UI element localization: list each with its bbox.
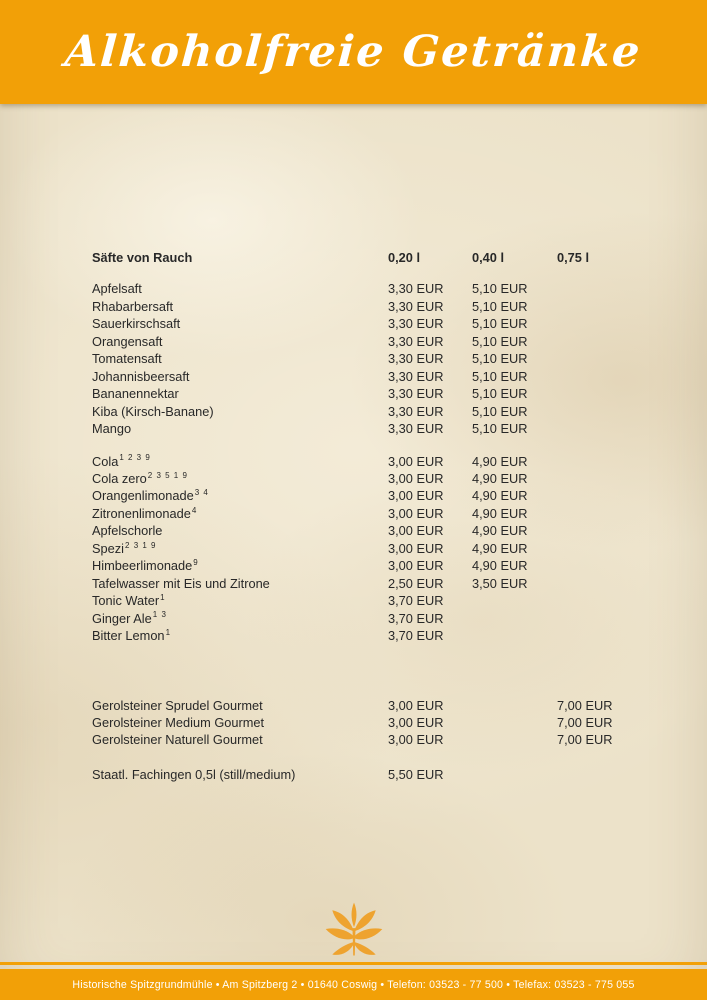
item-price-075 [557, 592, 670, 609]
item-price-075 [557, 368, 670, 385]
item-name: Tafelwasser mit Eis und Zitrone [92, 575, 270, 591]
item-name-cell [92, 557, 388, 574]
header-banner [0, 0, 707, 104]
column-header-category: Säfte von Rauch [92, 250, 193, 265]
menu-item-row [92, 540, 670, 557]
item-name: Apfelschorle [92, 523, 163, 539]
item-price-075 [557, 333, 670, 350]
item-name: Cola [92, 453, 119, 469]
menu-item-row [92, 627, 670, 644]
menu-item-row [92, 766, 670, 783]
item-price-020: 3,00 EUR [388, 558, 444, 574]
item-price-075 [557, 505, 670, 522]
item-price-020: 3,30 EUR [388, 316, 444, 332]
item-name-cell [92, 333, 388, 350]
item-name: Spezi [92, 540, 125, 556]
item-price-020: 3,30 EUR [388, 333, 444, 349]
drinks-table [92, 249, 670, 783]
menu-item-row [92, 610, 670, 627]
item-name: Bitter Lemon [92, 628, 165, 644]
menu-item-row [92, 420, 670, 437]
item-name: Mango [92, 421, 132, 437]
item-name: Zitronenlimonade [92, 505, 191, 521]
item-price-040: 5,10 EUR [472, 281, 528, 297]
item-price-020: 3,00 EUR [388, 697, 444, 713]
item-footnotes: 9 [193, 557, 199, 567]
item-name-cell [92, 315, 388, 332]
item-footnotes: 4 [191, 505, 198, 515]
item-price-020: 3,00 EUR [388, 470, 444, 486]
item-price-075 [557, 627, 670, 644]
item-price-040: 3,50 EUR [472, 575, 528, 591]
item-price-075: 7,00 EUR [557, 732, 613, 748]
item-footnotes: 1 3 [152, 610, 167, 620]
item-price-075 [557, 522, 670, 539]
item-price-075 [557, 280, 670, 297]
column-header-size-040: 0,40 l [472, 250, 505, 265]
item-footnotes: 2 3 1 9 [125, 540, 157, 550]
item-price-040 [472, 697, 557, 714]
item-price-040: 4,90 EUR [472, 488, 528, 504]
item-name-cell [92, 368, 388, 385]
item-name: Tomatensaft [92, 351, 162, 367]
menu-item-row [92, 505, 670, 522]
item-price-020: 3,30 EUR [388, 281, 444, 297]
item-price-075 [557, 610, 670, 627]
menu-item-row [92, 714, 670, 731]
item-price-020: 3,00 EUR [388, 714, 444, 730]
item-price-075 [557, 470, 670, 487]
item-name-cell [92, 453, 388, 470]
item-name-cell [92, 385, 388, 402]
item-price-075: 7,00 EUR [557, 697, 613, 713]
item-name: Cola zero [92, 470, 147, 486]
item-name-cell [92, 575, 388, 592]
item-price-020: 3,00 EUR [388, 488, 444, 504]
item-name: Sauerkirschsaft [92, 316, 181, 332]
footer-contact-text: Historische Spitzgrundmühle • Am Spitzberg 2 • 01640 Coswig • Telefon: 03523 - 77 500 • Telefax: 03523 - 775 055 [72, 978, 635, 991]
item-name: Orangenlimonade [92, 488, 194, 504]
item-price-075 [557, 350, 670, 367]
item-price-040: 5,10 EUR [472, 351, 528, 367]
column-header-size-075: 0,75 l [557, 250, 590, 265]
page-title: Alkoholfreie Getränke [63, 27, 644, 77]
item-price-020: 3,70 EUR [388, 593, 444, 609]
menu-item-row [92, 470, 670, 487]
item-name-cell [92, 540, 388, 557]
item-price-040: 4,90 EUR [472, 453, 528, 469]
item-price-040 [472, 766, 557, 783]
item-price-020: 3,30 EUR [388, 386, 444, 402]
item-price-020: 3,00 EUR [388, 505, 444, 521]
item-name-cell [92, 298, 388, 315]
logo [321, 901, 387, 959]
menu-item-row [92, 315, 670, 332]
item-name-cell [92, 731, 388, 748]
item-name-cell [92, 280, 388, 297]
item-price-020: 3,00 EUR [388, 732, 444, 748]
item-price-040 [472, 731, 557, 748]
item-price-020: 3,30 EUR [388, 351, 444, 367]
item-name: Rhabarbersaft [92, 298, 174, 314]
item-price-040: 5,10 EUR [472, 298, 528, 314]
item-price-075 [557, 298, 670, 315]
item-footnotes: 1 [165, 627, 172, 637]
item-price-040 [472, 592, 557, 609]
item-price-040: 5,10 EUR [472, 368, 528, 384]
item-price-075 [557, 453, 670, 470]
item-price-040: 4,90 EUR [472, 540, 528, 556]
item-name: Apfelsaft [92, 281, 142, 297]
item-name-cell [92, 522, 388, 539]
item-name: Tonic Water [92, 593, 160, 609]
item-price-040 [472, 627, 557, 644]
item-price-020: 2,50 EUR [388, 575, 444, 591]
menu-item-row [92, 592, 670, 609]
item-price-020: 3,30 EUR [388, 421, 444, 437]
item-name: Gerolsteiner Medium Gourmet [92, 714, 265, 730]
item-footnotes: 3 4 [194, 488, 209, 498]
item-price-040: 5,10 EUR [472, 421, 528, 437]
item-price-075 [557, 315, 670, 332]
menu-item-row [92, 280, 670, 297]
footer-bar [0, 969, 707, 1000]
wheat-leaf-ornament-icon [321, 901, 387, 959]
item-price-075 [557, 540, 670, 557]
item-footnotes: 1 2 3 9 [119, 453, 151, 463]
item-price-075 [557, 385, 670, 402]
item-name-cell [92, 350, 388, 367]
item-price-020: 3,30 EUR [388, 368, 444, 384]
item-price-040: 5,10 EUR [472, 386, 528, 402]
item-name-cell [92, 714, 388, 731]
menu-section-2 [92, 697, 670, 749]
item-price-040: 4,90 EUR [472, 470, 528, 486]
item-price-040 [472, 610, 557, 627]
footer-rule [0, 962, 707, 965]
menu-item-row [92, 453, 670, 470]
item-name: Ginger Ale [92, 610, 152, 626]
table-body [92, 280, 670, 783]
item-name: Johannisbeersaft [92, 368, 190, 384]
table-header-row [92, 249, 670, 266]
item-name-cell [92, 487, 388, 504]
item-name-cell [92, 403, 388, 420]
item-price-075: 7,00 EUR [557, 714, 613, 730]
item-price-020: 5,50 EUR [388, 766, 444, 782]
item-price-075 [557, 403, 670, 420]
menu-section-3 [92, 766, 670, 783]
menu-item-row [92, 368, 670, 385]
item-price-075 [557, 487, 670, 504]
menu-item-row [92, 333, 670, 350]
item-price-075 [557, 557, 670, 574]
item-price-040: 5,10 EUR [472, 316, 528, 332]
item-name-cell [92, 697, 388, 714]
item-name-cell [92, 766, 388, 783]
item-name: Gerolsteiner Naturell Gourmet [92, 732, 263, 748]
menu-section-0 [92, 280, 670, 437]
item-price-020: 3,00 EUR [388, 540, 444, 556]
column-header-size-020: 0,20 l [388, 250, 421, 265]
item-name-cell [92, 505, 388, 522]
menu-item-row [92, 298, 670, 315]
menu-item-row [92, 697, 670, 714]
item-name-cell [92, 592, 388, 609]
item-name: Bananennektar [92, 386, 179, 402]
item-name: Kiba (Kirsch-Banane) [92, 403, 214, 419]
item-price-020: 3,00 EUR [388, 523, 444, 539]
item-price-040: 5,10 EUR [472, 333, 528, 349]
item-name: Himbeerlimonade [92, 558, 193, 574]
item-price-020: 3,30 EUR [388, 298, 444, 314]
item-price-020: 3,30 EUR [388, 403, 444, 419]
item-footnotes: 1 [160, 592, 166, 602]
item-name-cell [92, 420, 388, 437]
item-name-cell [92, 627, 388, 644]
item-price-040: 4,90 EUR [472, 558, 528, 574]
item-name-cell [92, 470, 388, 487]
menu-item-row [92, 522, 670, 539]
item-price-040 [472, 714, 557, 731]
item-price-040: 5,10 EUR [472, 403, 528, 419]
item-name: Staatl. Fachingen 0,5l (still/medium) [92, 766, 296, 782]
item-price-040: 4,90 EUR [472, 505, 528, 521]
item-price-075 [557, 766, 670, 783]
menu-item-row [92, 403, 670, 420]
item-price-075 [557, 420, 670, 437]
menu-section-1 [92, 453, 670, 645]
menu-item-row [92, 575, 670, 592]
item-price-040: 4,90 EUR [472, 523, 528, 539]
menu-item-row [92, 557, 670, 574]
menu-item-row [92, 731, 670, 748]
item-price-020: 3,70 EUR [388, 628, 444, 644]
item-price-020: 3,70 EUR [388, 610, 444, 626]
item-name: Orangensaft [92, 333, 163, 349]
item-price-020: 3,00 EUR [388, 453, 444, 469]
item-footnotes: 2 3 5 1 9 [147, 470, 188, 480]
item-name-cell [92, 610, 388, 627]
item-price-075 [557, 575, 670, 592]
menu-item-row [92, 385, 670, 402]
menu-item-row [92, 487, 670, 504]
item-name: Gerolsteiner Sprudel Gourmet [92, 697, 263, 713]
menu-item-row [92, 350, 670, 367]
